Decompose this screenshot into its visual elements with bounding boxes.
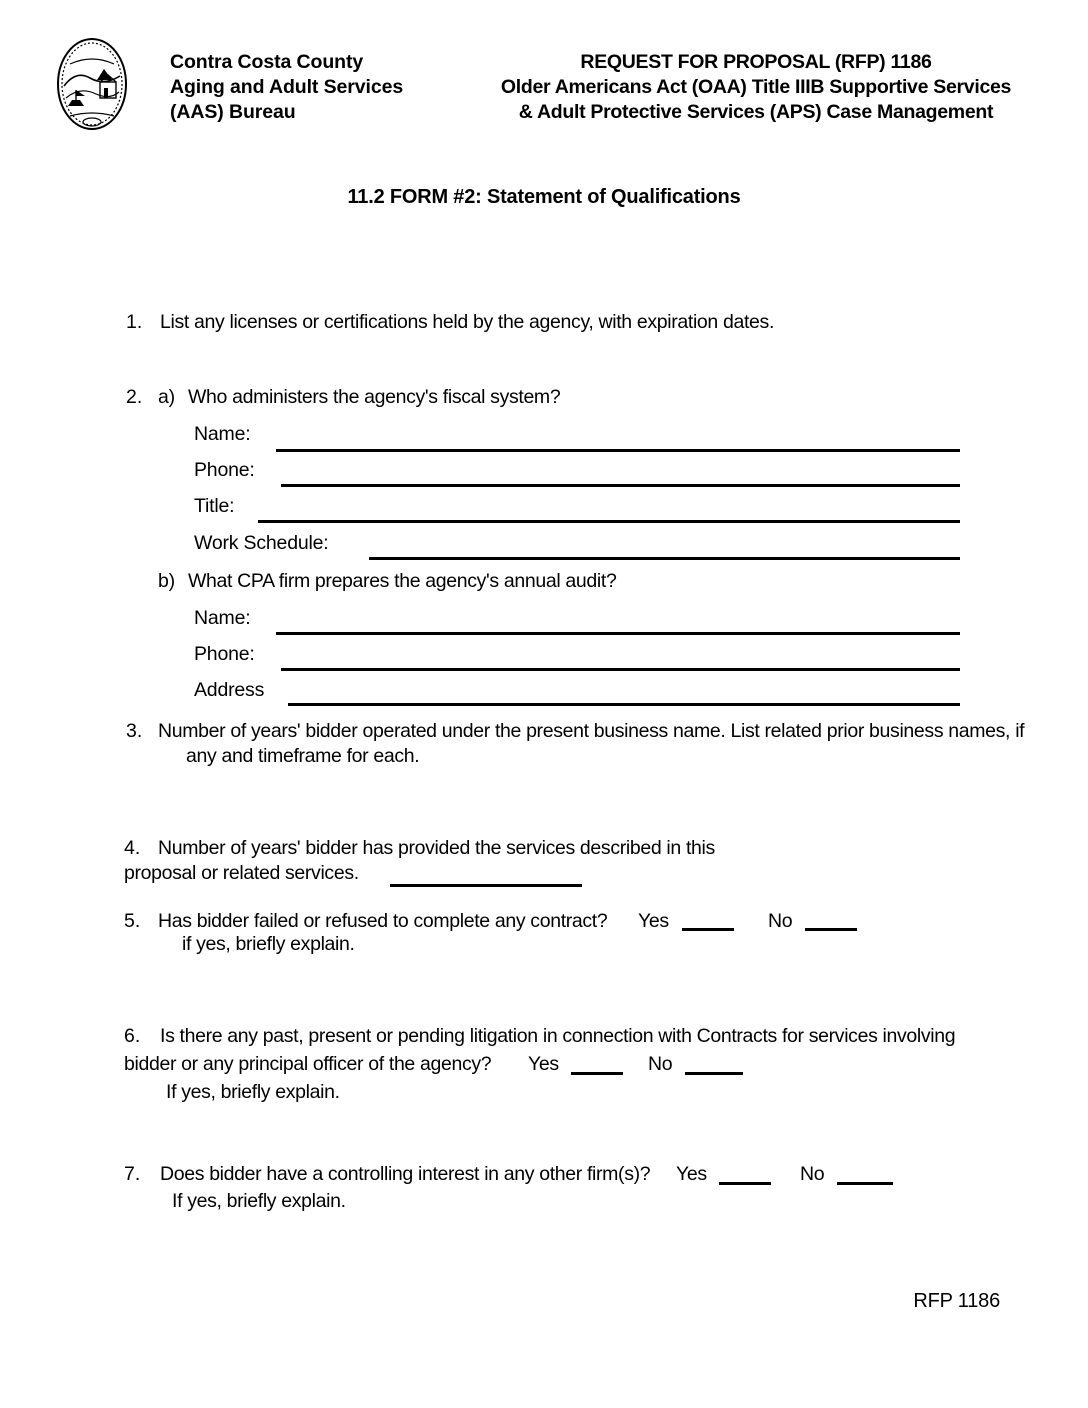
- document-header: [0, 0, 1088, 150]
- question-6-yes-label: Yes: [528, 1053, 559, 1075]
- field-label-phone-fiscal: Phone:: [194, 459, 255, 481]
- question-5-no-label: No: [768, 910, 793, 932]
- question-6-line-3: If yes, briefly explain.: [166, 1081, 340, 1103]
- question-6-line-1: Is there any past, present or pending litigation in connection with Contracts for services involving: [160, 1025, 956, 1047]
- question-4-line-2: proposal or related services.: [124, 862, 359, 884]
- question-2a-label: a): [158, 386, 175, 408]
- field-label-name-cpa: Name:: [194, 607, 251, 629]
- question-5-no-blank[interactable]: [805, 928, 857, 931]
- question-4-line-1: Number of years' bidder has provided the services described in this: [158, 837, 715, 859]
- question-7-no-label: No: [800, 1163, 825, 1185]
- question-5-yes-label: Yes: [638, 910, 669, 932]
- question-2a-text: Who administers the agency's fiscal system?: [188, 386, 561, 408]
- field-label-name-fiscal: Name:: [194, 423, 251, 445]
- agency-line-1: Contra Costa County: [170, 51, 364, 73]
- question-6-number: 6.: [124, 1025, 141, 1047]
- question-4-answer-blank[interactable]: [390, 884, 582, 887]
- rfp-line-2: Older Americans Act (OAA) Title IIIB Supportive Services: [500, 76, 1012, 98]
- question-5-number: 5.: [124, 910, 141, 932]
- rfp-line-3: & Adult Protective Services (APS) Case Management: [518, 101, 994, 123]
- agency-name-block: [170, 50, 403, 125]
- question-7-yes-blank[interactable]: [719, 1182, 771, 1185]
- field-label-phone-cpa: Phone:: [194, 643, 255, 665]
- field-input-name-cpa[interactable]: [276, 632, 960, 635]
- question-3-number: 3.: [126, 720, 143, 742]
- question-7-number: 7.: [124, 1163, 141, 1185]
- question-7-no-blank[interactable]: [837, 1182, 893, 1185]
- form-title: 11.2 FORM #2: Statement of Qualifications: [347, 186, 741, 208]
- question-2b-label: b): [158, 570, 175, 592]
- question-1-number: 1.: [126, 311, 143, 333]
- rfp-line-1: REQUEST FOR PROPOSAL (RFP) 1186: [580, 51, 932, 73]
- page-footer: [0, 1290, 1088, 1313]
- agency-line-3: (AAS) Bureau: [170, 101, 296, 123]
- question-6-no-label: No: [648, 1053, 673, 1075]
- question-7-yes-label: Yes: [676, 1163, 707, 1185]
- field-input-phone-cpa[interactable]: [281, 668, 960, 671]
- question-7-line-2: If yes, briefly explain.: [172, 1190, 346, 1212]
- field-input-name-fiscal[interactable]: [276, 449, 960, 452]
- question-2-number: 2.: [126, 386, 143, 408]
- question-3-line-2: any and timeframe for each.: [186, 745, 420, 767]
- field-label-address-cpa: Address: [194, 679, 265, 701]
- question-6-no-blank[interactable]: [685, 1072, 743, 1075]
- question-6-line-2: bidder or any principal officer of the agency?: [124, 1053, 492, 1075]
- question-7-line-1: Does bidder have a controlling interest in any other firm(s)?: [160, 1163, 651, 1185]
- field-label-title-fiscal: Title:: [194, 495, 235, 517]
- question-5-yes-blank[interactable]: [682, 928, 734, 931]
- field-input-phone-fiscal[interactable]: [281, 484, 960, 487]
- rfp-title-block: [450, 50, 1062, 125]
- agency-line-2: Aging and Adult Services: [170, 76, 404, 98]
- field-input-title-fiscal[interactable]: [258, 520, 960, 523]
- question-5-line-1: Has bidder failed or refused to complete any contract?: [158, 910, 608, 932]
- question-2b-text: What CPA firm prepares the agency's annual audit?: [188, 570, 617, 592]
- question-3-line-1: Number of years' bidder operated under the present business name. List related prior business names, if: [158, 720, 1025, 742]
- question-6-yes-blank[interactable]: [571, 1072, 623, 1075]
- question-5-line-2: if yes, briefly explain.: [182, 933, 355, 955]
- footer-rfp-number: RFP 1186: [913, 1290, 1000, 1312]
- field-input-work-schedule[interactable]: [369, 557, 960, 560]
- field-input-address-cpa[interactable]: [288, 703, 960, 706]
- question-4-number: 4.: [124, 837, 141, 859]
- question-1-text: List any licenses or certifications held by the agency, with expiration dates.: [160, 311, 775, 333]
- field-label-work-schedule: Work Schedule:: [194, 532, 329, 554]
- contra-costa-county-seal-icon: [56, 36, 128, 132]
